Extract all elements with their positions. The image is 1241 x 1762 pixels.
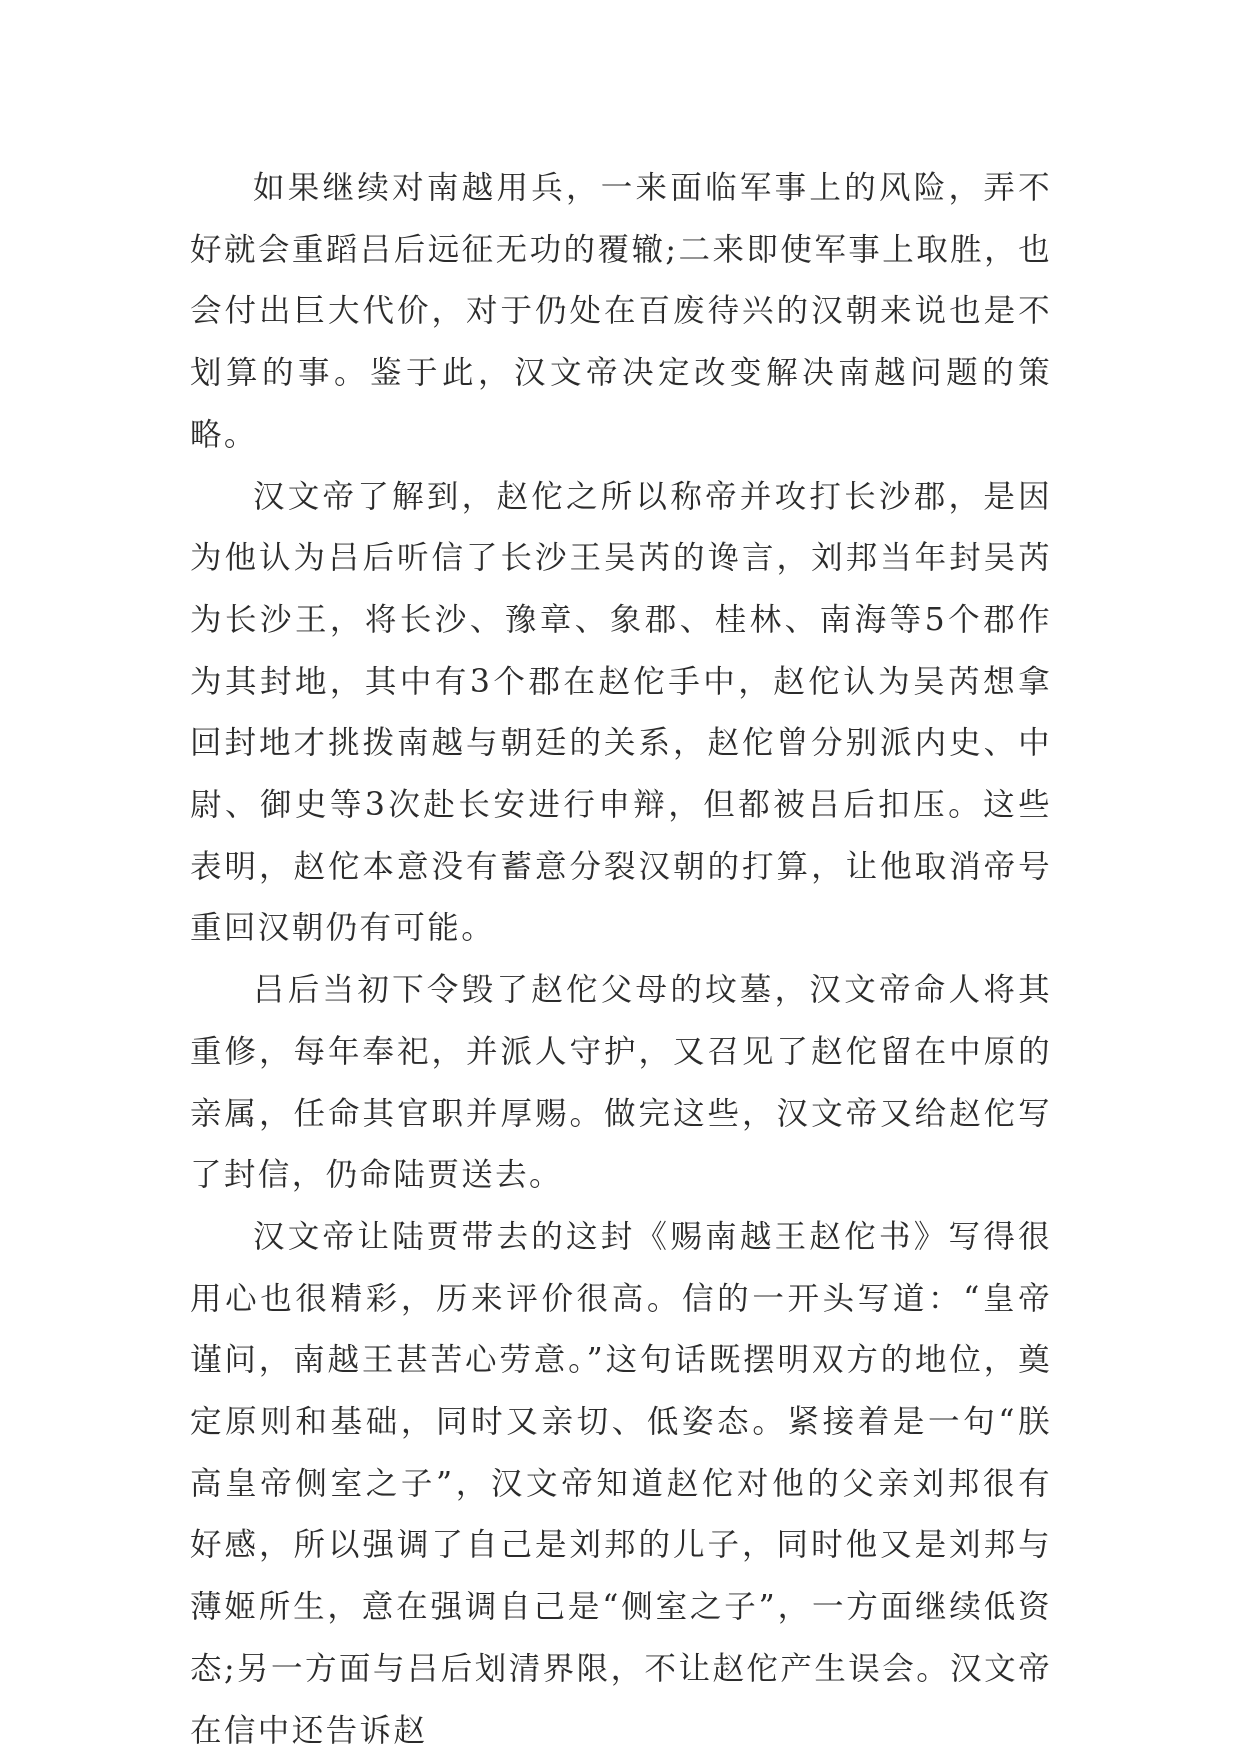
paragraph-4: 汉文帝让陆贾带去的这封《赐南越王赵佗书》写得很用心也很精彩，历来评价很高。信的一开头写道：“皇帝谨问，南越王甚苦心劳意。”这句话既摆明双方的地位，奠定原则和基础，同时又亲切、低姿态。紧接着是一句“朕高皇帝侧室之子”，汉文帝知道赵佗对他的父亲刘邦很有好感，所以强调了自己是刘邦的儿子，同时他又是刘邦与薄姬所生，意在强调自己是“侧室之子”，一方面继续低资态;另一方面与吕后划清界限，不让赵佗产生误会。汉文帝在信中还告诉赵 <box>190 1218 1052 1749</box>
paragraph-3: 吕后当初下令毁了赵佗父母的坟墓，汉文帝命人将其重修，每年奉祀，并派人守护，又召见了赵佗留在中原的亲属，任命其官职并厚赐。做完这些，汉文帝又给赵佗写了封信，仍命陆贾送去。 <box>190 972 1052 1194</box>
paragraph-2: 汉文帝了解到，赵佗之所以称帝并攻打长沙郡，是因为他认为吕后听信了长沙王吴芮的谗言，刘邦当年封吴芮为长沙王，将长沙、豫章、象郡、桂林、南海等5个郡作为其封地，其中有3个郡在赵佗手中，赵佗认为吴芮想拿回封地才挑拨南越与朝廷的关系，赵佗曾分别派内史、中尉、御史等3次赴长安进行申辩，但都被吕后扣压。这些表明，赵佗本意没有蓄意分裂汉朝的打算，让他取消帝号重回汉朝仍有可能。 <box>190 478 1052 947</box>
paragraph-1: 如果继续对南越用兵，一来面临军事上的风险，弄不好就会重蹈吕后远征无功的覆辙;二来即使军事上取胜，也会付出巨大代价，对于仍处在百废待兴的汉朝来说也是不划算的事。鉴于此，汉文帝决定改变解决南越问题的策略。 <box>190 170 1052 453</box>
document-body <box>190 158 1052 1762</box>
